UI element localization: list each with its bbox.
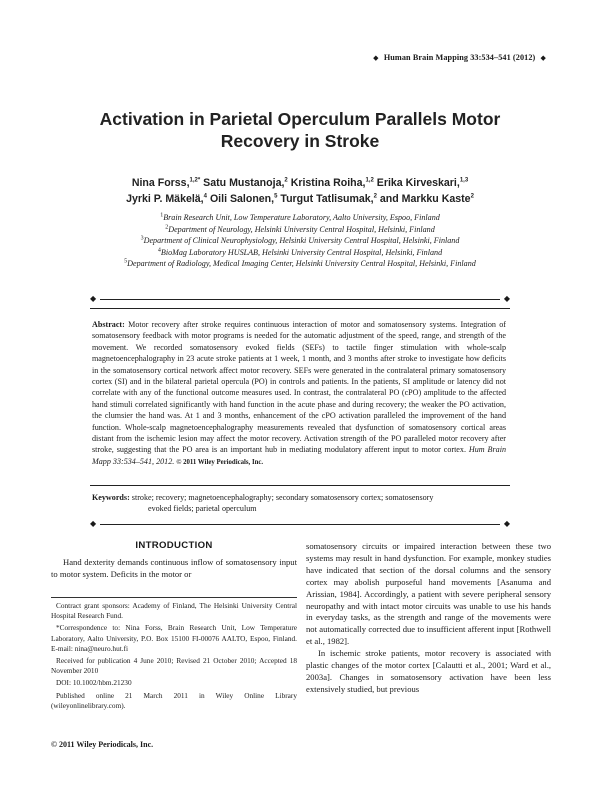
author-name: Erika Kirveskari, [376,177,460,189]
footnote-correspondence: *Correspondence to: Nina Forss, Brain Research Unit, Low Temperature Laboratory, Aalto University, P.O. Box 15100 FI-00076 AALTO, Espoo, Finland. E-mail: nina@neuro.hut.fi [51,623,297,653]
author-name: Nina Forss, [131,177,190,189]
author-affil-sup: 5 [274,193,278,200]
author-name: and Markku Kaste [379,193,471,205]
author-affil-sup: 2 [284,177,288,184]
author-name: Oili Salonen, [209,193,275,205]
affiliation [40,235,560,247]
affiliation-text: Brain Research Unit, Low Temperature Laboratory, Aalto University, Espoo, Finland [163,213,440,222]
abstract-text: Motor recovery after stroke requires continuous interaction of motor and somatosensory systems. Integration of somatosensory feedback with motor programs is needed for the automatic adjustment of the speed, range, and strength of the movement. We recorded somatosensory evoked fields (SEFs) to tactile finger stimulation with whole-scalp magnetoencephalography in 23 acute stroke patients at 1 week, 1 month, and 3 months after stroke to investigate how deficits in the somatosensory cortical network affect motor recovery. SEFs were generated in the contralateral primary somatosensory cortex (SI) and in the bilateral parietal opercula (PO) in controls and patients. In the patients, SI amplitude or latency did not correlate with any of the functional outcome measures used. In contrast, the contralateral PO (cPO) amplitude to the affected hand stimuli correlated significantly with hand function in the acute phase and during recovery; the weaker the PO activation, the clumsier the hand was. At 1 and 3 months, enhancement of the cPO activation paralleled the improvement of the hand function. Whole-scalp magnetoencephalography measurements revealed that dysfunction of somatosensory cortical areas distant from the ischemic lesion may affect the motor recovery. Activation strength of the PO paralleled motor recovery after stroke, suggesting that the PO area is an important hub in mediating modulatory afferent input to motor cortex. [92,320,506,455]
section-divider-bottom [90,481,510,491]
copyright-footer: © 2011 Wiley Periodicals, Inc. [51,740,154,749]
author-line-2 [60,191,540,207]
affiliation [40,247,560,259]
article-title [60,108,540,152]
affiliation-sup: 2 [165,223,169,230]
author-name: Kristina Roiha, [290,177,366,189]
intro-right-paragraph-2: In ischemic stroke patients, motor recovery is associated with plastic changes of the motor cortex [Calautti et al., 2001; Ward et al., 2003a]. Changes in somatosensory activation have been less extensively studied, but previous [306,648,551,694]
author-name: Jyrki P. Mäkelä, [126,193,204,205]
affiliation-sup: 3 [140,235,144,242]
affiliation-sup: 5 [124,258,128,265]
affiliation-text: Department of Radiology, Medical Imaging Center, Helsinki University Central Hospital, Helsinki, Finland [127,259,476,269]
title-line-1: Activation in Parietal Operculum Parallels Motor [99,109,501,129]
footnote-funding: Contract grant sponsors: Academy of Finland, The Helsinki University Central Hospital Research Fund. [51,601,297,621]
author-affil-sup: 1,2 [365,177,374,184]
left-column [51,540,297,581]
affiliation [40,258,560,270]
journal-citation: Human Brain Mapping 33:534–541 (2012) [383,53,536,62]
intro-left-paragraph: Hand dexterity demands continuous inflow of somatosensory input to motor system. Deficits in the motor or [51,557,297,579]
author-name: Turgut Tatlisumak, [280,193,374,205]
diamond-icon: ◆ [503,294,510,303]
author-affil-sup: 2 [470,193,474,200]
author-line-1 [60,175,540,191]
footnote-published: Published online 21 March 2011 in Wiley Online Library (wileyonlinelibrary.com). [51,690,297,710]
author-affil-sup: 1,2* [189,177,201,184]
divider-line [90,485,510,486]
divider-line [100,299,500,300]
affiliation-sup: 4 [157,247,161,254]
keywords-line-1: stroke; recovery; magnetoencephalography; secondary somatosensory cortex; somatosensory [131,493,434,502]
affiliation-text: BioMag Laboratory HUSLAB, Helsinki University Central Hospital, Helsinki, Finland [160,247,443,257]
introduction-heading: INTRODUCTION [135,540,213,551]
keywords-label: Keywords: [92,493,130,502]
affiliation-list [40,212,560,270]
affiliation [40,212,560,224]
right-column [306,541,551,696]
abstract-citation: Hum Brain Mapp 33:534–541, 2012. [92,445,506,466]
title-line-2: Recovery in Stroke [220,131,380,151]
author-affil-sup: 4 [203,193,207,200]
diamond-icon: ◆ [90,519,97,528]
footnote-doi: DOI: 10.1002/hbm.21230 [56,678,132,688]
affiliation-text: Department of Clinical Neurophysiology, Helsinki University Central Hospital, Helsinki, Finland [143,236,460,246]
author-name: Satu Mustanoja, [203,177,285,189]
affiliation-text: Department of Neurology, Helsinki University Central Hospital, Helsinki, Finland [168,224,435,234]
author-list [60,175,540,207]
footnote-rule [51,597,297,598]
affiliation-sup: 1 [160,212,164,219]
author-affil-sup: 2 [373,193,377,200]
diamond-icon: ◆ [373,54,379,62]
abstract [92,319,506,468]
footnotes [51,597,297,713]
intro-right-paragraph-1: somatosensory circuits or impaired interaction between these two systems may result in hand dysfunction. For example, monkey studies have indicated that section of the dorsal columns and the sensory cortex may abolish purposeful hand movements [Asanuma and Arissian, 1984]. Accordingly, a patient with severe peripheral sensory neuropathy and with intact motor circuits was unable to use his hands in everyday tasks, as the strength and range of the movements were not automatically corrected due to insufficient afferent input [Rothwell et al., 1982]. [306,541,551,647]
divider-line [90,308,510,309]
abstract-label: Abstract: [92,320,125,329]
diamond-icon: ◆ [503,519,510,528]
diamond-icon: ◆ [540,54,546,62]
affiliation [40,224,560,236]
section-divider-top-2 [90,304,510,314]
diamond-icon: ◆ [90,294,97,303]
section-divider-keywords [90,520,510,530]
author-affil-sup: 1,3 [459,177,469,184]
running-head [370,53,549,62]
footnote-dates: Received for publication 4 June 2010; Revised 21 October 2010; Accepted 18 November 2010 [51,656,297,676]
abstract-copyright: © 2011 Wiley Periodicals, Inc. [176,458,264,466]
keywords-line-2: evoked fields; parietal operculum [148,504,257,514]
divider-line [100,524,500,525]
keywords [92,492,506,515]
